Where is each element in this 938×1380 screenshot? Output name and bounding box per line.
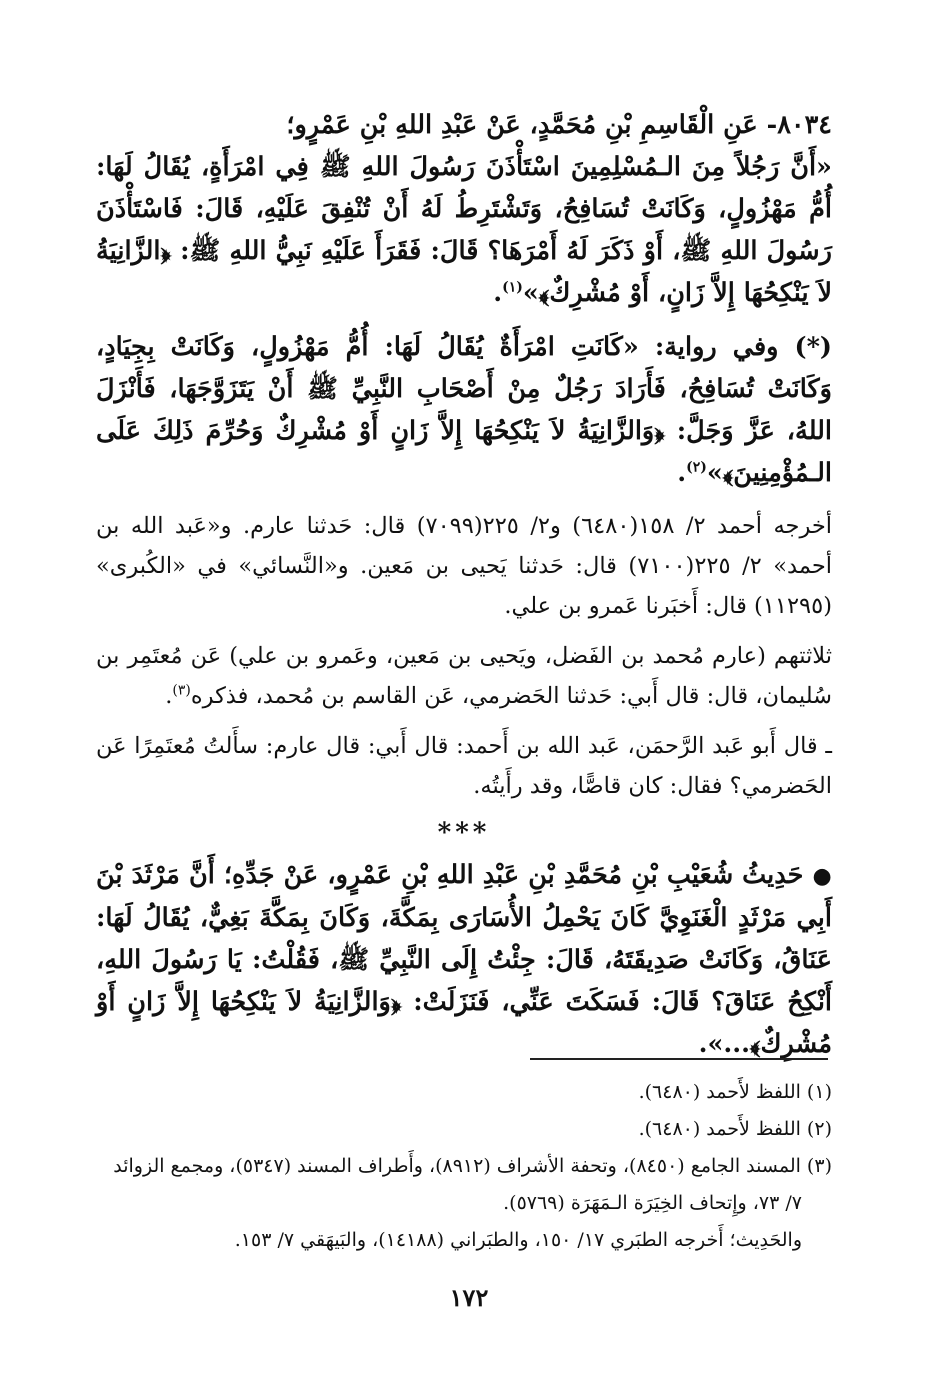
hadith-text: «أَنَّ رَجُلاً مِنَ الـمُسْلِمِينَ اسْتَأْذَنَ رَسُولَ اللهِ ﷺ فِي امْرَأَةٍ، يُقَالُ لَهَا: أُمُّ مَهْزُولٍ، وَكَانَتْ تُسَافِحُ، وَتَشْتَرِطُ لَهُ أَنْ تُنْفِقَ عَلَيْهِ، قَالَ: فَاسْتَأْذَنَ رَسُولَ اللهِ ﷺ، أَوْ ذَكَرَ لَهُ أَمْرَهَا؟ قَالَ: فَقَرَأَ عَلَيْهِ نَبِيُّ اللهِ ﷺ: ﴿الزَّانِيَةُ لاَ يَنْكِحُهَا إِلاَّ زَانٍ، أَوْ مُشْرِكٌ﴾»$^{(١)}$. (96, 152, 832, 308)
hadith-text-body: «أَنَّ رَجُلاً مِنَ الـمُسْلِمِينَ اسْتَأْذَنَ رَسُولَ اللهِ ﷺ فِي امْرَأَةٍ، يُقَالُ لَهَا: أُمُّ مَهْزُولٍ، وَكَانَتْ تُسَافِحُ، وَتَشْتَرِطُ لَهُ أَنْ تُنْفِقَ عَلَيْهِ، قَالَ: فَاسْتَأْذَنَ رَسُولَ اللهِ ﷺ، أَوْ ذَكَرَ لَهُ أَمْرَهَا؟ قَالَ: فَقَرَأَ عَلَيْهِ نَبِيُّ اللهِ ﷺ: ﴿الزَّانِيَةُ لاَ يَنْكِحُهَا إِلاَّ زَانٍ، أَوْ مُشْرِكٌ﴾» (96, 152, 832, 308)
bullet-icon: ● (812, 863, 832, 889)
thalathatuhum-body: ثلاثتهم (عارم مُحمد بن الفَضل، ويَحيى بن مَعين، وعَمرو بن علي) عَن مُعتَمِر بن سُليمان، قال: قال أَبي: حَدثنا الحَضرمي، عَن القاسم بن مُحمد، فذكره (96, 643, 832, 709)
footnote-1: (١) اللفظ لأَحمد (٦٤٨٠). (638, 1081, 832, 1103)
takhrij-section (96, 506, 832, 806)
riwaya-body: (*) وفي رواية: «كَانَتِ امْرَأَةٌ يُقَالُ لَهَا: أُمُّ مَهْزُولٍ، وَكَانَتْ بِجِيَادٍ، وَكَانَتْ تُسَافِحُ، فَأَرَادَ رَجُلٌ مِنْ أَصْحَابِ النَّبِيِّ ﷺ أَنْ يَتَزَوَّجَهَا، فَأَنْزَلَ اللهُ، عَزَّ وَجَلَّ: ﴿وَالزَّانِيَةُ لاَ يَنْكِحُهَا إِلاَّ زَانٍ أَوْ مُشْرِكٌ وَحُرِّمَ ذَلِكَ عَلَى الـمُؤْمِنِينَ﴾» (96, 332, 832, 488)
footnote-3-line-3: والحَدِيث؛ أَخرجه الطبَري ١٧/ ١٥٠، والطبَراني (١٤١٨٨)، والبَيهَقي ٧/ ١٥٣. (234, 1229, 802, 1251)
hadith-riwaya: (*) وفي رواية: «كَانَتِ امْرَأَةٌ يُقَالُ لَهَا: أُمُّ مَهْزُولٍ، وَكَانَتْ بِجِيَادٍ، وَكَانَتْ تُسَافِحُ، فَأَرَادَ رَجُلٌ مِنْ أَصْحَابِ النَّبِيِّ ﷺ أَنْ يَتَزَوَّجَهَا، فَأَنْزَلَ اللهُ، عَزَّ وَجَلَّ: ﴿وَالزَّانِيَةُ لاَ يَنْكِحُهَا إِلاَّ زَانٍ أَوْ مُشْرِكٌ وَحُرِّمَ ذَلِكَ عَلَى الـمُؤْمِنِينَ﴾»$^{(٢)}$. (96, 332, 832, 488)
hadith-8034 (96, 104, 832, 494)
hadith-intro: ٨٠٣٤- عَنِ الْقَاسِمِ بْنِ مُحَمَّدٍ، عَنْ عَبْدِ اللهِ بْنِ عَمْرٍو؛ (286, 110, 832, 140)
page-number: ١٧٢ (449, 1283, 489, 1312)
hadith-shuayb-text: حَدِيثُ شُعَيْبِ بْنِ مُحَمَّدِ بْنِ عَبْدِ اللهِ بْنِ عَمْرٍو، عَنْ جَدِّهِ؛ أَنَّ مَرْثَدَ بْنَ أَبِي مَرْثَدٍ الْغَنَوِيَّ كَانَ يَحْمِلُ الأُسَارَى بِمَكَّةَ، وَكَانَ بِمَكَّةَ بَغِيٌّ، يُقَالُ لَهَا: عَنَاقُ، وَكَانَتْ صَدِيقَتَهُ، قَالَ: جِئْتُ إِلَى النَّبِيِّ ﷺ، فَقُلْتُ: يَا رَسُولَ اللهِ، أَنْكِحُ عَنَاقَ؟ قَالَ: فَسَكَتَ عَنِّي، فَنَزَلَتْ: ﴿وَالزَّانِيَةُ لاَ يَنْكِحُهَا إِلاَّ زَانٍ أَوْ مُشْرِكٌ﴾...». (96, 860, 832, 1059)
footnotes (96, 1074, 832, 1259)
main-content (96, 104, 832, 1065)
footnote-3-line-1: (٣) المسند الجامع (٨٤٥٠)، وتحفة الأشراف (٨٩١٢)، وأَطراف المسند (٥٣٤٧)، ومجمع الزوائد (113, 1155, 832, 1177)
footnote-2: (٢) اللفظ لأَحمد (٦٤٨٠). (638, 1118, 832, 1140)
footnote-3-line-2: ٧/ ٧٣، وإِتحاف الخِيَرَة الـمَهَرَة (٥٧٦٩). (503, 1192, 802, 1214)
takhrij-text: أخرجه أحمد ٢/ ١٥٨(٦٤٨٠) و٢/ ٢٢٥(٧٠٩٩) قال: حَدثنا عارم. و«عَبد الله بن أحمد» ٢/ ٢٢٥(٧١٠٠) قال: حَدثنا يَحيى بن مَعين. و«النَّسائي» في «الكُبرى» (١١٢٩٥) قال: أَخبَرنا عَمرو بن علي. (96, 513, 833, 619)
hadith-shuayb (96, 854, 832, 1065)
qala-text: ـ قال أَبو عَبد الرَّحمَن، عَبد الله بن أَحمد: قال أَبي: قال عارم: سأَلتُ مُعتَمِرًا عَن الحَضرمي؟ فقال: كان قاصًّا، وقد رأَيتُه. (96, 733, 832, 799)
footnote-ref-2: (٢) (686, 459, 707, 476)
section-separator: *** (437, 818, 491, 848)
footnote-divider (530, 1058, 828, 1060)
footnote-ref-1: (١) (502, 279, 523, 296)
thalathatuhum-text: ثلاثتهم (عارم مُحمد بن الفَضل، ويَحيى بن مَعين، وعَمرو بن علي) عَن مُعتَمِر بن سُليمان، قال: قال أَبي: حَدثنا الحَضرمي، عَن القاسم بن مُحمد، فذكره$^{(٣)}$. (96, 643, 832, 709)
footnote-ref-3: (٣) (172, 682, 191, 699)
